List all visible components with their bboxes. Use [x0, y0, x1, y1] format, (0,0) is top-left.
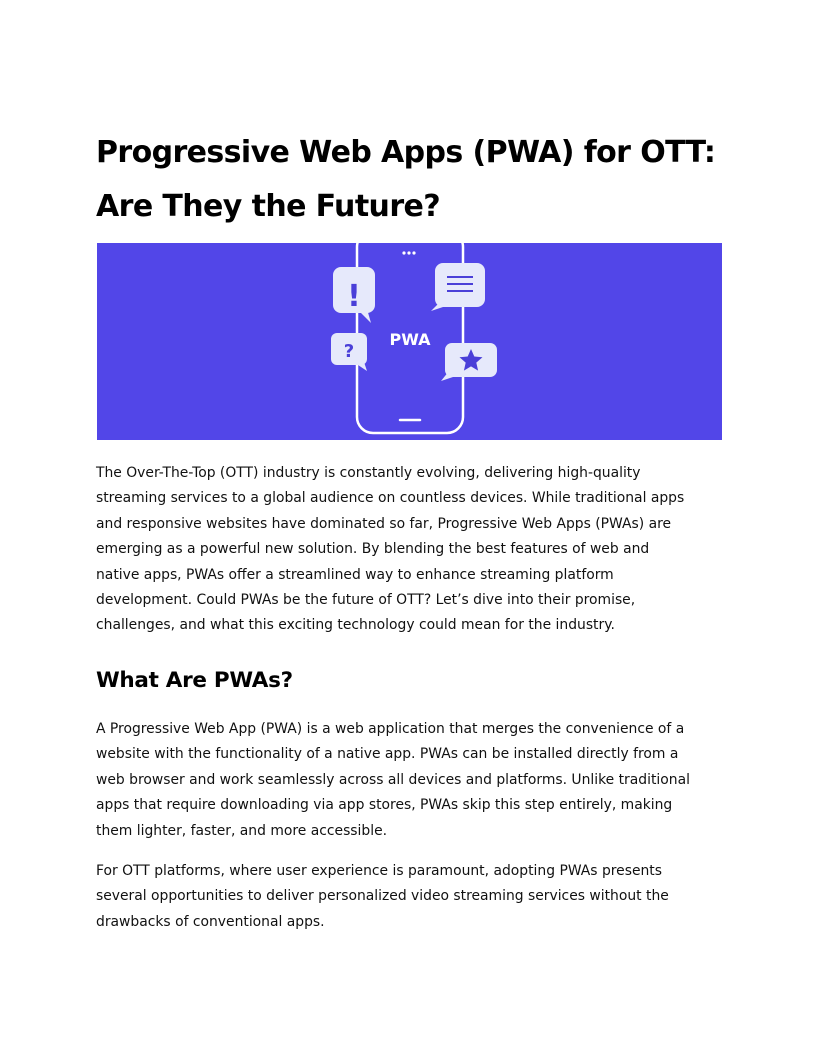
definition-paragraph [96, 717, 726, 844]
title-line: Progressive Web Apps (PWA) for OTT: [96, 135, 716, 170]
text-line: website with the functionality of a native app. PWAs can be installed directly from a [96, 746, 679, 763]
exclamation-glyph: ! [347, 279, 361, 314]
phone-camera-dot [402, 251, 405, 254]
text-line: emerging as a powerful new solution. By blending the best features of web and [96, 541, 650, 558]
text-line: web browser and work seamlessly across all devices and platforms. Unlike traditional [96, 771, 690, 788]
text-line: A Progressive Web App (PWA) is a web application that merges the convenience of a [96, 721, 685, 737]
pwa-illustration [97, 243, 722, 440]
message-lines-bubble-icon [431, 263, 485, 311]
phone-camera-dot [407, 251, 410, 254]
phone-camera-dot [412, 251, 415, 254]
text-line: The Over-The-Top (OTT) industry is constantly evolving, delivering high-quality [96, 465, 641, 481]
phone-label: PWA [389, 330, 431, 349]
text-line: drawbacks of conventional apps. [96, 913, 325, 930]
hero-illustration [97, 243, 722, 440]
exclamation-bubble-icon [333, 267, 375, 323]
text-line: streaming services to a global audience on countless devices. While traditional apps [96, 490, 685, 507]
section-heading: What Are PWAs? [96, 668, 293, 693]
text-line: For OTT platforms, where user experience is paramount, adopting PWAs presents [96, 863, 662, 879]
page-title [96, 126, 736, 234]
title-line: Are They the Future? [96, 189, 441, 224]
ott-paragraph [96, 859, 726, 935]
text-line: and responsive websites have dominated so far, Progressive Web Apps (PWAs) are [96, 515, 672, 532]
text-line: several opportunities to deliver personalized video streaming services without the [96, 888, 669, 905]
question-glyph: ? [343, 341, 355, 362]
text-line: challenges, and what this exciting technology could mean for the industry. [96, 617, 615, 634]
question-bubble-icon [331, 333, 367, 371]
text-line: apps that require downloading via app stores, PWAs skip this step entirely, making [96, 797, 673, 814]
text-line: development. Could PWAs be the future of OTT? Let’s dive into their promise, [96, 592, 636, 609]
star-bubble-icon [441, 343, 497, 381]
text-line: native apps, PWAs offer a streamlined way to enhance streaming platform [96, 566, 614, 583]
intro-paragraph [96, 461, 726, 639]
text-line: them lighter, faster, and more accessible. [96, 822, 388, 839]
